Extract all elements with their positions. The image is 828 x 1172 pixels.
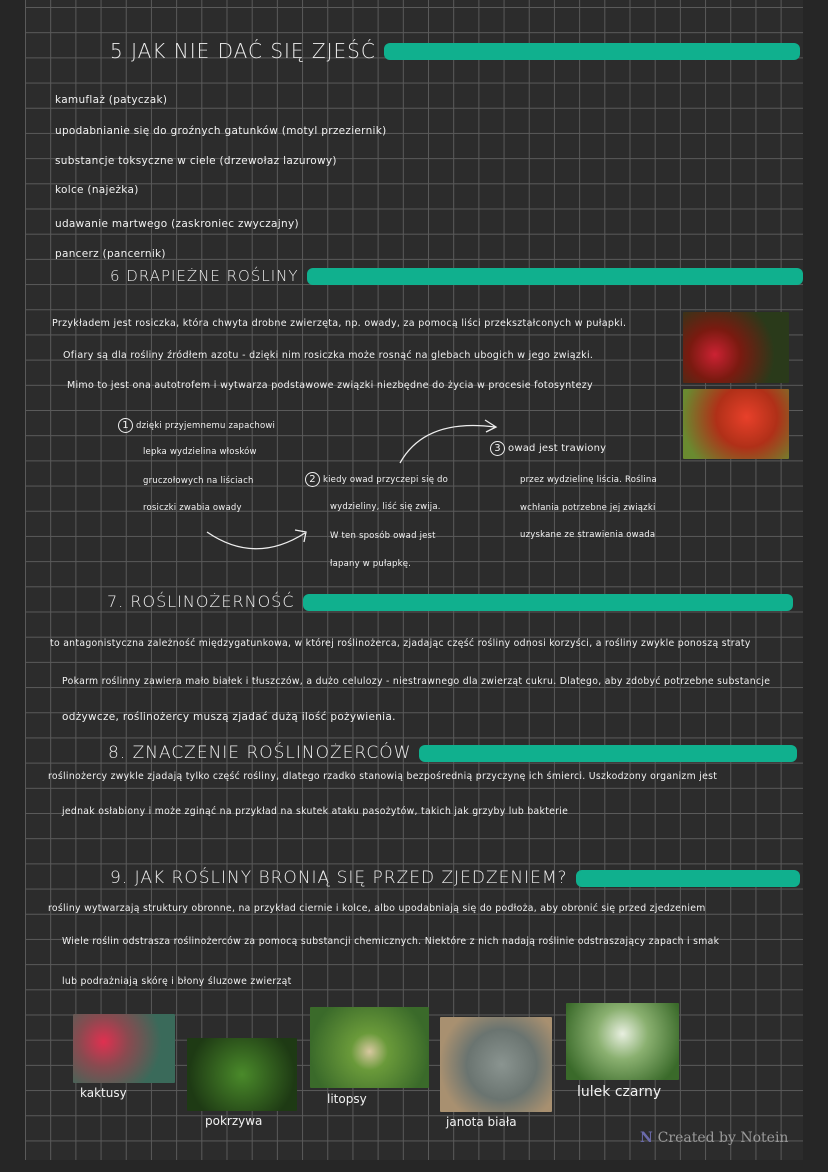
plant-label: litopsy [327, 1092, 367, 1106]
paragraph-line: jednak osłabiony i może zginąć na przykład na skutek ataku pasożytów, takich jak grzyby lub bakterie [62, 806, 569, 817]
paragraph-line: roślinożercy zwykle zjadają tylko część rośliny, dlatego rzadko stanowią bezpośrednią przyczynę ich śmierci. Uszkodzony organizm jest [48, 771, 718, 782]
watermark [640, 1130, 788, 1146]
section-7-title: 7. ROŚLINOŻERNOŚĆ [107, 592, 295, 611]
plant-label: janota biała [446, 1115, 517, 1129]
step-line: gruczołowych na liściach [143, 476, 254, 486]
arrows [25, 0, 803, 600]
list-item: substancje toksyczne w ciele (drzewołaz lazurowy) [55, 155, 337, 167]
section-9-bar [576, 870, 800, 887]
notein-logo-icon: N [640, 1130, 658, 1146]
step-line: W ten sposób owad jest [330, 531, 436, 541]
step-number: 2 [305, 472, 320, 487]
nettle-photo [187, 1038, 297, 1111]
step-number: 3 [490, 441, 505, 456]
henbane-photo [310, 1007, 429, 1088]
list-item: upodabnianie się do groźnych gatunków (motyl przeziernik) [55, 125, 387, 137]
plant-label: kaktusy [80, 1086, 127, 1100]
step-line: lepka wydzielina włosków [143, 447, 257, 457]
arrow-icon [207, 530, 306, 549]
arrow-icon [400, 420, 496, 463]
step-line: wchłania potrzebne jej związki [520, 503, 656, 513]
step-number: 1 [118, 418, 133, 433]
cactus-photo [73, 1014, 175, 1083]
section-9-header [110, 865, 800, 891]
step-line: przez wydzielinę liścia. Roślina [520, 475, 657, 485]
list-item: pancerz (pancernik) [55, 248, 166, 260]
step-line: wydzieliny, liść się zwija. [330, 502, 441, 512]
paragraph-line: Przykładem jest rosiczka, która chwyta drobne zwierzęta, np. owady, za pomocą liści przekształconych w pułapki. [52, 318, 627, 329]
section-8-header [108, 740, 797, 766]
paragraph-line: rośliny wytwarzają struktury obronne, na przykład ciernie i kolce, albo upodabniają się do podłoża, aby obronić się przed zjedzeniem [48, 903, 706, 914]
step-line: dzięki przyjemnemu zapachowi [136, 421, 276, 431]
list-item: udawanie martwego (zaskroniec zwyczajny) [55, 218, 299, 230]
section-9-title: 9. JAK ROŚLINY BRONIĄ SIĘ PRZED ZJEDZENIEM? [110, 868, 568, 888]
section-5-title: 5 JAK NIE DAĆ SIĘ ZJEŚĆ [110, 39, 376, 63]
section-8-title: 8. ZNACZENIE ROŚLINOŻERCÓW [108, 743, 412, 763]
step-line: kiedy owad przyczepi się do [323, 475, 449, 485]
section-6-title: 6 DRAPIEŻNE ROŚLINY [110, 267, 299, 285]
paragraph-line: lub podrażniają skórę i błony śluzowe zwierząt [62, 976, 292, 987]
section-7-header [107, 589, 793, 615]
list-item: kolce (najeżka) [55, 184, 139, 196]
note-page [25, 0, 803, 1160]
plant-label: pokrzywa [205, 1114, 263, 1128]
list-item: kamuflaż (patyczak) [55, 94, 168, 106]
step-line: rosiczki zwabia owady [143, 503, 242, 513]
step-line: uzyskane ze strawienia owada [520, 530, 656, 540]
paragraph-line: odżywcze, roślinożercy muszą zjadać dużą ilość pożywienia. [62, 711, 396, 723]
deadnettle-photo [566, 1003, 679, 1080]
plant-label: lulek czarny [577, 1084, 662, 1100]
step-line: łapany w pułapkę. [330, 559, 412, 569]
paragraph-line: to antagonistyczna zależność międzygatunkowa, w której roślinożerca, zjadając część rośliny odnosi korzyści, a rośliny zwykle ponoszą straty [50, 638, 751, 649]
paragraph-line: Ofiary są dla rośliny źródłem azotu - dzięki nim rosiczka może rosnąć na glebach ubogich w jego związki. [63, 350, 594, 361]
paragraph-line: Mimo to jest ona autotrofem i wytwarza podstawowe związki niezbędne do życia w procesie fotosyntezy [67, 380, 593, 391]
paragraph-line: Pokarm roślinny zawiera mało białek i tłuszczów, a dużo celulozy - niestrawnego dla zwierząt cukru. Dlatego, aby zdobyć potrzebne substancje [62, 676, 771, 687]
lithops-photo [440, 1017, 552, 1112]
section-8-bar [419, 745, 797, 762]
watermark-text: Created by Notein [657, 1130, 789, 1146]
step-line: owad jest trawiony [508, 443, 607, 454]
paragraph-line: Wiele roślin odstrasza roślinożerców za pomocą substancji chemicznych. Niektóre z nich nadają roślinie odstraszający zapach i smak [62, 936, 720, 947]
section-7-bar [303, 594, 794, 611]
